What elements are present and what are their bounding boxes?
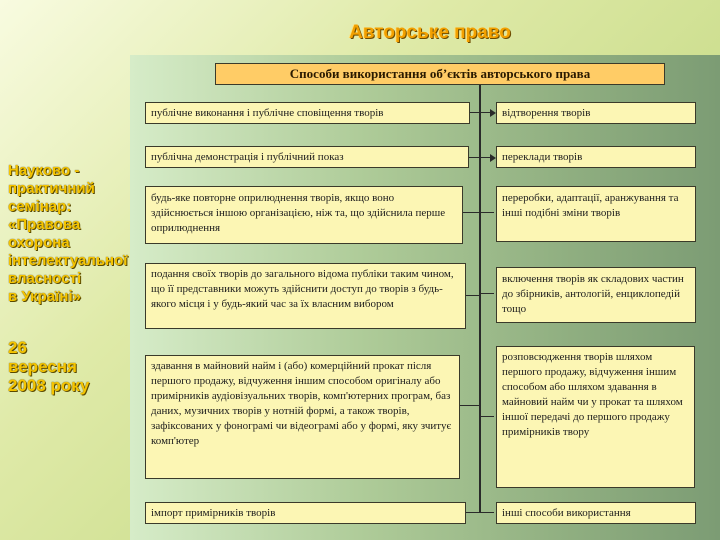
- left-item-1: публічне виконання і публічне сповіщення творів: [145, 102, 470, 124]
- diagram-header: Способи використання об’єктів авторського права: [215, 63, 665, 85]
- left-item-5: здавання в майновий найм і (або) комерційний прокат після першого продажу, відчуження іншим способом оригіналу або примірників аудіовізуальних творів, комп'ютерних програм, баз даних, музичних творів у нотній формі, а також творів, зафіксованих у фонограмі чи відеограмі або у формі, яку зчитує комп'ютер: [145, 355, 460, 479]
- connector-left-6: [466, 512, 480, 513]
- right-item-1: відтворення творів: [496, 102, 696, 124]
- seminar-caption: Науково - практичний семінар: «Правова охорона інтелектуальної власності в Україні»: [8, 162, 128, 305]
- connector-trunk: [479, 85, 481, 513]
- left-item-6: імпорт примірників творів: [145, 502, 466, 524]
- slide-title: Авторське право: [349, 22, 511, 43]
- connector-left-4: [466, 295, 480, 296]
- left-item-3: будь-яке повторне оприлюднення творів, якщо воно здійснюється іншою організацією, ніж та, що здійснила перше оприлюднення: [145, 186, 463, 244]
- right-item-4: включення творів як складових частин до збірників, антологій, енциклопедій тощо: [496, 267, 696, 323]
- right-item-5: розповсюдження творів шляхом першого продажу, відчуження іншим способом або шляхом здавання в майновий найм чи у прокат та шляхом іншої передачі до першого продажу примірників твору: [496, 346, 695, 488]
- connector-right-5: [480, 416, 494, 417]
- right-item-6: інші способи використання: [496, 502, 696, 524]
- left-item-2: публічна демонстрація і публічний показ: [145, 146, 469, 168]
- connector-left-2: [469, 157, 480, 158]
- connector-left-3: [463, 212, 480, 213]
- right-item-3: переробки, адаптації, аранжування та інші подібні зміни творів: [496, 186, 696, 242]
- connector-right-4: [480, 293, 494, 294]
- connector-right-6: [480, 512, 494, 513]
- left-item-4: подання своїх творів до загального відома публіки таким чином, що її представники можуть здійснити доступ до творів з будь-якого місця і у будь-який час за їх власним вибором: [145, 263, 466, 329]
- seminar-date: 26 вересня 2008 року: [8, 338, 90, 395]
- connector-left-5: [460, 405, 480, 406]
- connector-right-3: [480, 212, 494, 213]
- connector-left-1: [470, 112, 480, 113]
- right-item-2: переклади творів: [496, 146, 696, 168]
